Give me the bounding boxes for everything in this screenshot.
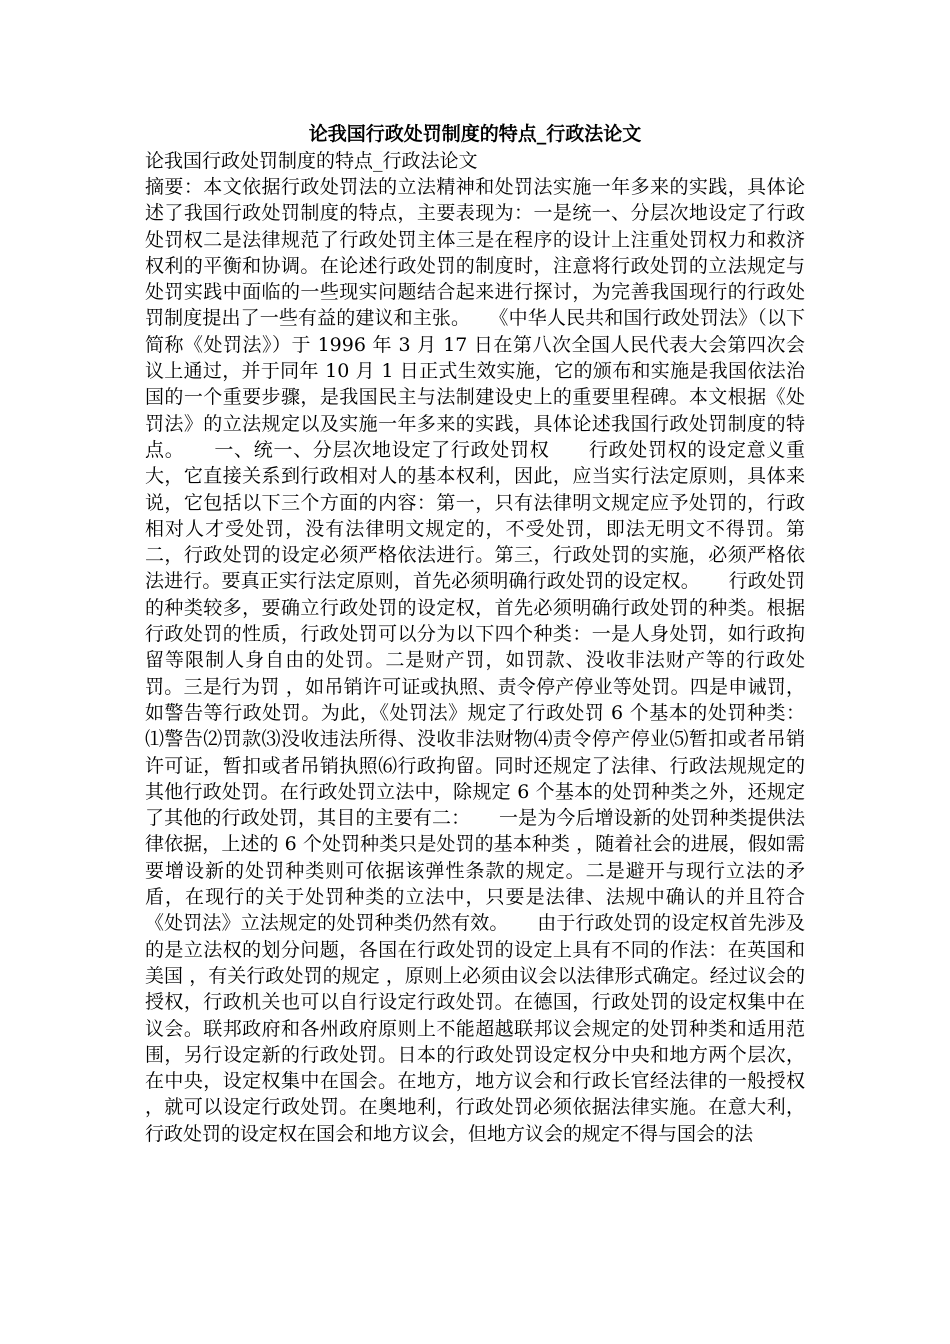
document-title: 论我国行政处罚制度的特点_行政法论文	[308, 123, 642, 145]
document-body-text: 摘要：本文依据行政处罚法的立法精神和处罚法实施一年多来的实践，具体论述了我国行政处罚制度的特点，主要表现为：一是统一、分层次地设定了行政处罚权二是法律规范了行政处罚主体三是在程序的设计上注重处罚权力和救济权利的平衡和协调。在论述行政处罚的制度时，注意将行政处罚的立法规定与处罚实践中面临的一些现实问题结合起来进行探讨，为完善我国现行的行政处罚制度提出了一些有益的建议和主张。 《中华人民共和国行政处罚法》（以下简称《处罚法》）于 1996 年 3 月 17 日在第八次全国人民代表大会第四次会议上通过，并于同年 10 月 1 日正式生效实施，它的颁布和实施是我国依法治国的一个重要步骤，是我国民主与法制建设史上的重要里程碑。本文根据《处罚法》的立法规定以及实施一年多来的实践，具体论述我国行政处罚制度的特点。 一、统一、分层次地设定了行政处罚权 行政处罚权的设定意义重大，它直接关系到行政相对人的基本权利，因此，应当实行法定原则，具体来说，它包括以下三个方面的内容：第一，只有法律明文规定应予处罚的，行政相对人才受处罚，没有法律明文规定的，不受处罚，即法无明文不得罚。第二，行政处罚的设定必须严格依法进行。第三，行政处罚的实施，必须严格依法进行。要真正实行法定原则，首先必须明确行政处罚的设定权。 行政处罚的种类较多，要确立行政处罚的设定权，首先必须明确行政处罚的种类。根据行政处罚的性质，行政处罚可以分为以下四个种类：一是人身处罚，如行政拘留等限制人身自由的处罚。二是财产罚，如罚款、没收非法财产等的行政处罚。三是行为罚 ，如吊销许可证或执照、责令停产停业等处罚。四是申诫罚，如警告等行政处罚。为此，《处罚法》规定了行政处罚 6 个基本的处罚种类：⑴警告⑵罚款⑶没收违法所得、没收非法财物⑷责令停产停业⑸暂扣或者吊销许可证，暂扣或者吊销执照⑹行政拘留。同时还规定了法律、行政法规规定的其他行政处罚。在行政处罚立法中，除规定 6 个基本的处罚种类之外，还规定了其他的行政处罚，其目的主要有二： 一是为今后增设新的处罚种类提供法律依据，上述的 6 个处罚种类只是处罚的基本种类 ，随着社会的进展，假如需要增设新的处罚种类则可依据该弹性条款的规定。二是避开与现行立法的矛盾，在现行的关于处罚种类的立法中，只要是法律、法规中确认的并且符合《处罚法》立法规定的处罚种类仍然有效。 由于行政处罚的设定权首先涉及的是立法权的划分问题，各国在行政处罚的设定上具有不同的作法：在英国和美国 ，有关行政处罚的规定 ，原则上必须由议会以法律形式确定。经过议会的授权，行政机关也可以自行设定行政处罚。在德国，行政处罚的设定权集中在议会。联邦政府和各州政府原则上不能超越联邦议会规定的处罚种类和适用范围，另行设定新的行政处罚。日本的行政处罚设定权分中央和地方两个层次，在中央，设定权集中在国会。在地方，地方议会和行政长官经法律的一般授权 ，就可以设定行政处罚。在奥地利，行政处罚必须依据法律实施。在意大利，行政处罚的设定权在国会和地方议会，但地方议会的规定不得与国会的法	[145, 176, 805, 1145]
document-subtitle: 论我国行政处罚制度的特点_行政法论文	[145, 150, 478, 172]
document-page	[145, 120, 805, 1147]
